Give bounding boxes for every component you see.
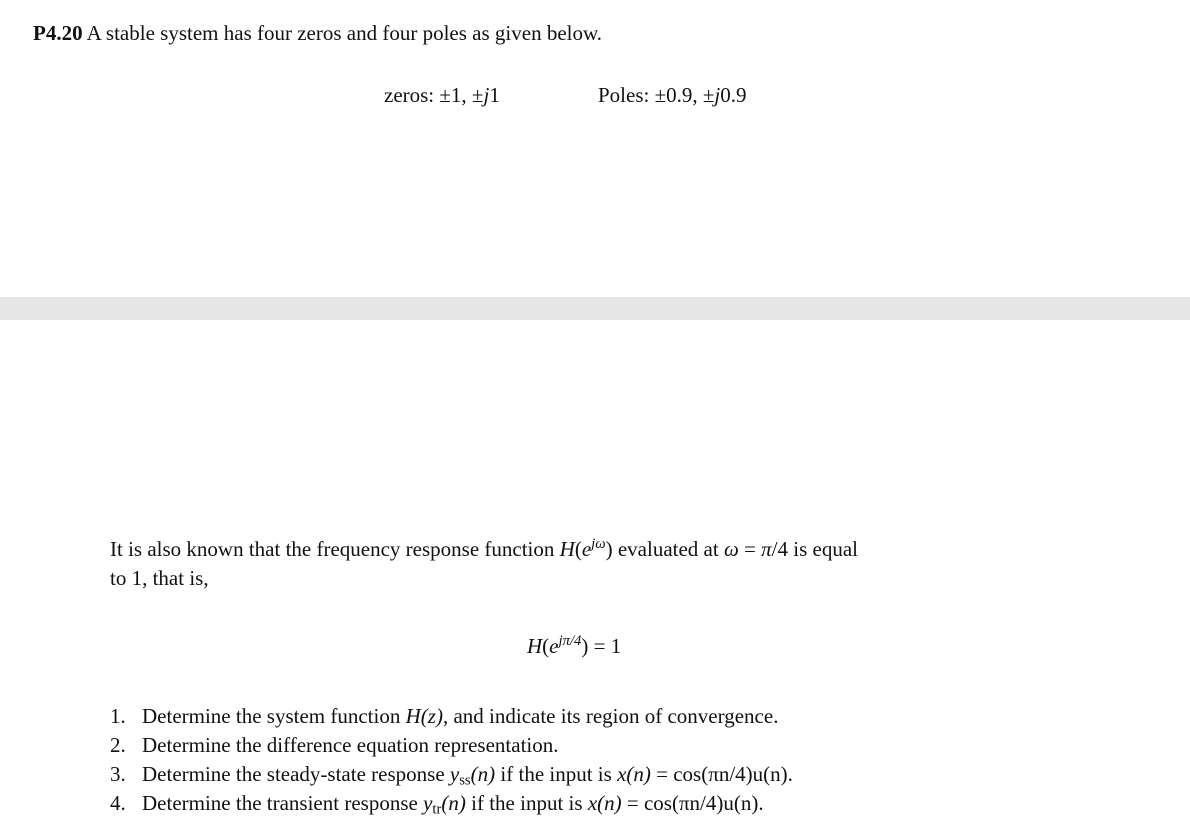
freq-base: e <box>581 537 592 561</box>
task-output-arg: (n) <box>470 762 496 786</box>
task-func: H <box>405 704 421 728</box>
poles-imag-var: j <box>714 83 721 107</box>
task-func-arg: (z) <box>420 704 443 728</box>
task-number: 1. <box>110 704 126 728</box>
problem-heading <box>33 21 602 46</box>
zeros-label: zeros: <box>384 83 435 107</box>
eq-close: ) <box>581 634 589 658</box>
freq-text-part2: evaluated at <box>617 537 719 561</box>
poles-values: ±0.9, ± <box>654 83 715 107</box>
freq-pi: π <box>761 537 772 561</box>
problem-statement: A stable system has four zeros and four poles as given below. <box>86 21 603 45</box>
task-text-mid: if the input is <box>471 791 583 815</box>
freq-open: ( <box>574 537 582 561</box>
task-output-sub: tr <box>432 801 442 818</box>
freq-omega: ω <box>723 537 739 561</box>
zeros-imag-var: j <box>483 83 490 107</box>
eq-base: e <box>549 634 559 658</box>
task-text-end: , and indicate its region of convergence. <box>442 704 779 728</box>
task-text: Determine the system function <box>142 704 401 728</box>
task-number: 4. <box>110 791 126 815</box>
task-item <box>110 731 793 760</box>
freq-exponent: jω <box>591 535 606 552</box>
task-output-arg: (n) <box>441 791 466 815</box>
eq-func: H <box>527 634 543 658</box>
freq-equals: = <box>744 537 756 561</box>
zeros-values: ±1, ± <box>439 83 484 107</box>
task-list <box>110 702 793 818</box>
task-output-var: y <box>423 791 433 815</box>
task-text: Determine the transient response <box>142 791 418 815</box>
task-input-eq: = cos(πn/4)u(n). <box>626 791 764 815</box>
task-number: 2. <box>110 733 126 757</box>
frequency-response-paragraph-line2: to 1, that is, <box>110 566 209 590</box>
eq-exponent: jπ/4 <box>558 632 582 649</box>
freq-func: H <box>559 537 575 561</box>
poles-imag-val: 0.9 <box>720 83 747 107</box>
eq-rhs: = 1 <box>593 634 622 658</box>
task-item <box>110 702 793 731</box>
task-text-mid: if the input is <box>500 762 612 786</box>
task-item <box>110 760 793 789</box>
task-output-var: y <box>449 762 460 786</box>
task-input-var: x(n) <box>587 791 622 815</box>
task-input-eq: = cos(πn/4)u(n). <box>656 762 793 786</box>
task-input-var: x(n) <box>617 762 651 786</box>
task-text: Determine the steady-state response <box>142 762 445 786</box>
eq-open: ( <box>542 634 550 658</box>
frequency-response-paragraph <box>110 537 858 562</box>
freq-text-part1: It is also known that the frequency response function <box>110 537 555 561</box>
freq-over4: /4 is equal <box>771 537 858 561</box>
page-break-gap <box>0 297 1190 320</box>
freq-close: ) <box>605 537 613 561</box>
poles-spec <box>598 83 747 108</box>
task-item <box>110 789 793 818</box>
frequency-equation <box>527 634 621 659</box>
zeros-spec <box>384 83 500 108</box>
task-output-sub: ss <box>459 772 471 789</box>
task-number: 3. <box>110 762 126 786</box>
poles-label: Poles: <box>598 83 650 107</box>
task-text: Determine the difference equation representation. <box>142 733 559 757</box>
problem-number: P4.20 <box>33 21 83 45</box>
zeros-imag-val: 1 <box>489 83 500 107</box>
